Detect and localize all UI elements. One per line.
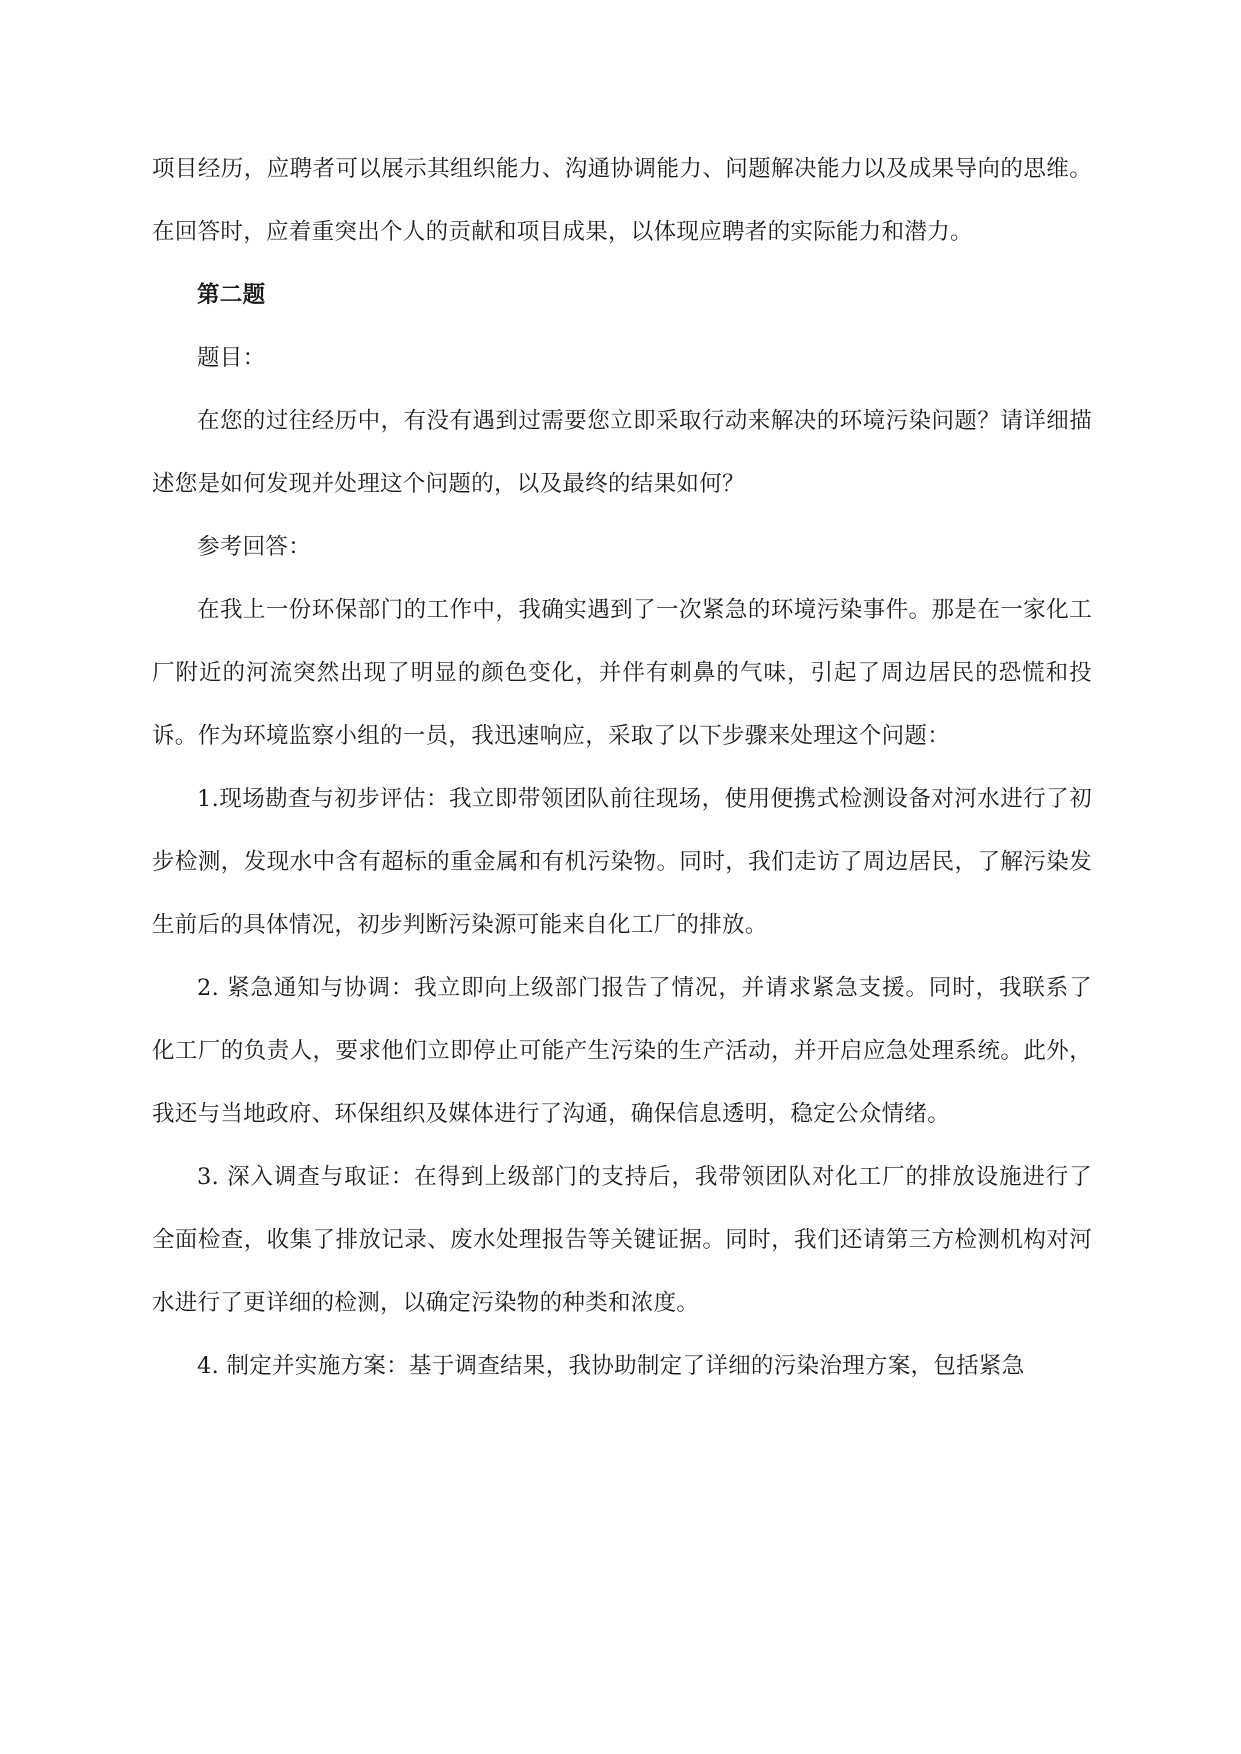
answer-step-2: 2. 紧急通知与协调：我立即向上级部门报告了情况，并请求紧急支援。同时，我联系了化工厂的负责人，要求他们立即停止可能产生污染的生产活动，并开启应急处理系统。此外，我还与当地政府、环保组织及媒体进行了沟通，确保信息透明，稳定公众情绪。: [152, 975, 1092, 1127]
answer-intro: 在我上一份环保部门的工作中，我确实遇到了一次紧急的环境污染事件。那是在一家化工厂附近的河流突然出现了明显的颜色变化，并伴有刺鼻的气味，引起了周边居民的恐慌和投诉。作为环境监察小组的一员，我迅速响应，采取了以下步骤来处理这个问题：: [152, 597, 1092, 749]
question-label: 题目：: [197, 345, 266, 371]
answer-step-1: 1.现场勘查与初步评估：我立即带领团队前往现场，使用便携式检测设备对河水进行了初步检测，发现水中含有超标的重金属和有机污染物。同时，我们走访了周边居民，了解污染发生前后的具体情况，初步判断污染源可能来自化工厂的排放。: [152, 786, 1092, 938]
question-text: 在您的过往经历中，有没有遇到过需要您立即采取行动来解决的环境污染问题？请详细描述您是如何发现并处理这个问题的，以及最终的结果如何？: [152, 408, 1092, 497]
answer-step-3: 3. 深入调查与取证：在得到上级部门的支持后，我带领团队对化工厂的排放设施进行了全面检查，收集了排放记录、废水处理报告等关键证据。同时，我们还请第三方检测机构对河水进行了更详细的检测，以确定污染物的种类和浓度。: [152, 1164, 1092, 1316]
question-heading: 第二题: [197, 282, 266, 308]
answer-step-4: 4. 制定并实施方案：基于调查结果，我协助制定了详细的污染治理方案，包括紧急: [197, 1353, 1025, 1379]
paragraph-previous-answer-end: 项目经历，应聘者可以展示其组织能力、沟通协调能力、问题解决能力以及成果导向的思维。在回答时，应着重突出个人的贡献和项目成果，以体现应聘者的实际能力和潜力。: [152, 156, 1092, 245]
document-body: [152, 138, 1092, 1398]
answer-label: 参考回答：: [197, 534, 312, 560]
